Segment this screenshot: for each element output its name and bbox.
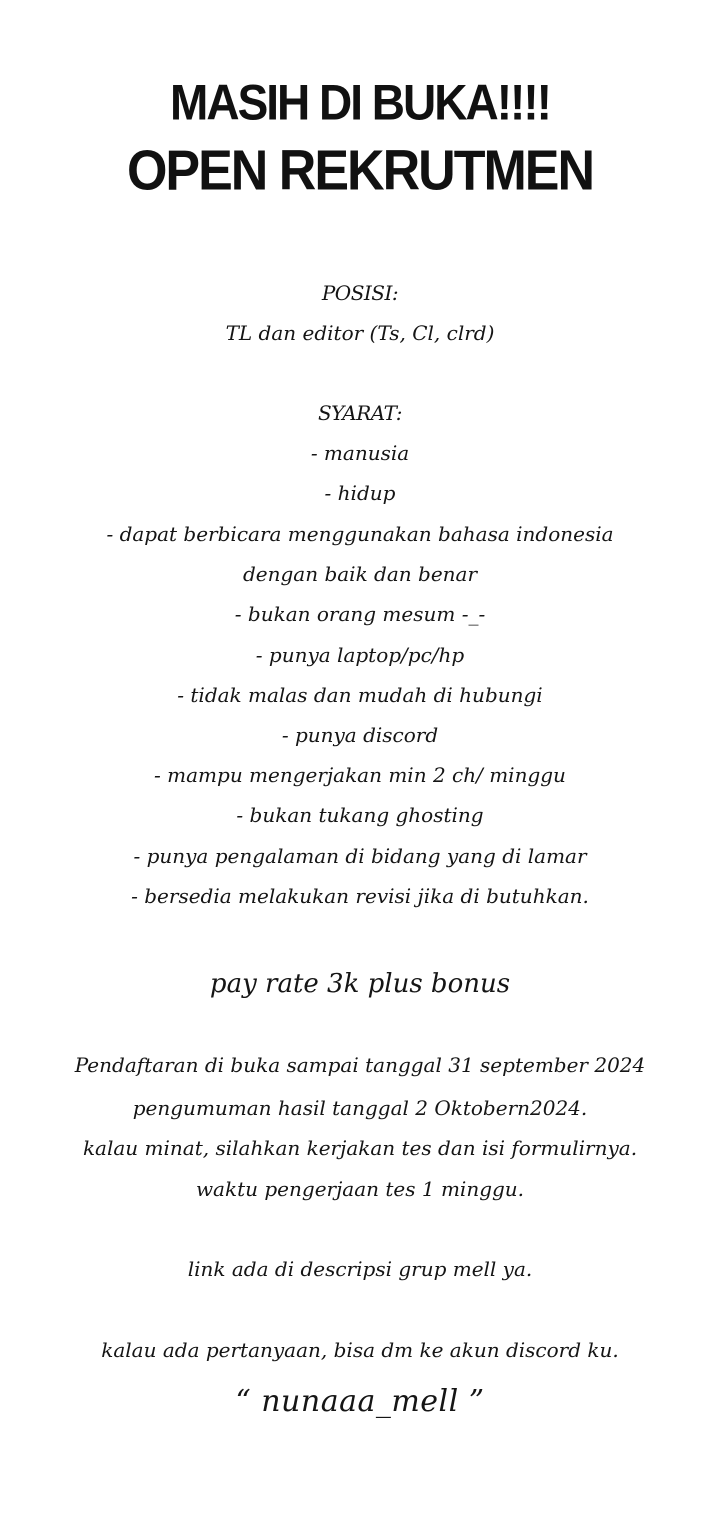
info-line: kalau minat, silahkan kerjakan tes dan isi formulirnya.	[82, 1136, 638, 1160]
syarat-item: - bukan orang mesum -_-	[234, 602, 486, 626]
syarat-item: dengan baik dan benar	[242, 562, 478, 586]
syarat-item: - punya discord	[281, 723, 439, 747]
pay-rate: pay rate 3k plus bonus	[209, 969, 511, 999]
syarat-item: - mampu mengerjakan min 2 ch/ minggu	[154, 763, 566, 787]
syarat-item: - punya pengalaman di bidang yang di lamar	[133, 844, 587, 868]
link-note: link ada di descripsi grup mell ya.	[187, 1257, 533, 1281]
syarat-item: - manusia	[310, 441, 410, 465]
syarat-item: - tidak malas dan mudah di hubungi	[177, 683, 543, 707]
posisi-label: POSISI:	[321, 281, 399, 305]
posisi-value: TL dan editor (Ts, Cl, clrd)	[225, 321, 495, 345]
syarat-item: - hidup	[324, 481, 396, 505]
syarat-item: - punya laptop/pc/hp	[255, 643, 465, 667]
syarat-item: - dapat berbicara menggunakan bahasa indonesia	[106, 522, 614, 546]
syarat-item: - bukan tukang ghosting	[236, 803, 484, 827]
info-line: waktu pengerjaan tes 1 minggu.	[195, 1177, 525, 1201]
syarat-label: SYARAT:	[317, 401, 403, 425]
discord-handle: “ nunaaa_mell ”	[235, 1384, 485, 1419]
info-line: pengumuman hasil tanggal 2 Oktobern2024.	[132, 1096, 588, 1120]
headline-still-open: MASIH DI BUKA!!!!	[170, 73, 550, 131]
syarat-item: - bersedia melakukan revisi jika di butuhkan.	[131, 884, 589, 908]
info-line: Pendaftaran di buka sampai tanggal 31 september 2024	[74, 1053, 646, 1077]
contact-note: kalau ada pertanyaan, bisa dm ke akun discord ku.	[101, 1338, 619, 1362]
headline-open-recruitment: OPEN REKRUTMEN	[126, 139, 594, 203]
